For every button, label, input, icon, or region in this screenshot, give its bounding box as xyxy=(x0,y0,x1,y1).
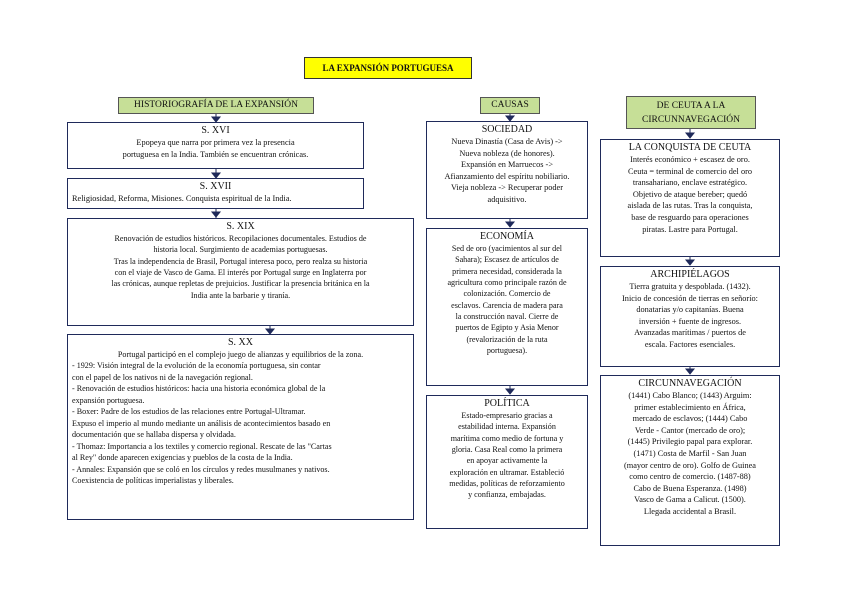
box-line: (mayor centro de oro). Golfo de Guinea xyxy=(623,460,756,470)
box-line: transahariano, enclave estratégico. xyxy=(632,178,748,188)
box-line: Inicio de concesión de tierras en señorío: xyxy=(622,293,758,303)
box-line: adquisitivo. xyxy=(487,195,527,205)
box-line: escala. Factores esenciales. xyxy=(644,340,736,350)
box-line: Vasco de Gama a Calicut. (1500). xyxy=(634,495,746,505)
box-line: Tras la independencia de Brasil, Portugal interesa poco, pero realza su historia xyxy=(113,256,368,266)
box-line: con el viaje de Vasco de Gama. El interés por Portugal surge en Inglaterra por xyxy=(114,267,367,277)
box-line: Epopeya que narra por primera vez la presencia xyxy=(136,138,295,147)
box-line: aislada de las rutas. Tras la conquista, xyxy=(627,201,753,211)
box-line: Tierra gratuita y despoblada. (1432). xyxy=(629,282,751,291)
box-title: SOCIEDAD xyxy=(481,124,533,135)
box-line: - Renovación de estudios históricos: hacia una historia económica global de la xyxy=(72,384,326,394)
box-line: Llegada accidental a Brasil. xyxy=(643,507,737,517)
box-title: ECONOMÍA xyxy=(480,231,534,242)
box-line: primer establecimiento en África, xyxy=(634,402,746,412)
box-line: portuguesa). xyxy=(486,345,528,355)
box-line: las crónicas, aunque repletas de prejuicios. Justificar la presencia británica en la xyxy=(111,279,370,289)
box-line: y confianza, embajadas. xyxy=(468,490,546,500)
box-line: puertos de Egipto y Asia Menor xyxy=(455,323,559,333)
box-line: - Thomaz: Importancia a los textiles y comercio regional. Rescate de las "Cartas xyxy=(72,441,332,451)
box-line: medidas, políticas de reforzamiento xyxy=(449,478,565,488)
box-line: como centro de comercio. (1487-88) xyxy=(629,472,751,482)
box-intro: Portugal participó en el complejo juego de alianzas y equilibrios de la zona. xyxy=(117,350,364,359)
ceuta-header xyxy=(626,96,756,129)
box-line: esclavos. Carencia de madera para xyxy=(451,300,563,310)
box-s-xvii xyxy=(67,178,364,209)
box-line: la construcción naval. Cierre de xyxy=(455,311,559,321)
main-title: LA EXPANSIÓN PORTUGUESA xyxy=(304,57,472,79)
box-line: Expansión en Marruecos -> xyxy=(461,160,553,170)
historiografia-header: HISTORIOGRAFÍA DE LA EXPANSIÓN xyxy=(118,97,314,114)
box-line: Avanzadas marítimas / puertos de xyxy=(634,328,746,338)
box-title: S. XIX xyxy=(226,221,255,232)
box-line: piratas. Lastre para Portugal. xyxy=(642,224,738,234)
box-title: S. XVII xyxy=(199,181,232,192)
box-line: - Annales: Expansión que se coló en los círculos y redes musulmanes y nativos. xyxy=(72,464,330,474)
box-line: gloria. Casa Real como la primera xyxy=(451,444,563,454)
box-line: Cabo de Buena Esperanza. (1498) xyxy=(633,483,747,493)
box-line: con el papel de los nativos ni de la navegación regional. xyxy=(72,372,253,382)
box-line: Sed de oro (yacimientos al sur del xyxy=(451,244,563,253)
box-line: documentación que se hallaba dispersa y olvidada. xyxy=(72,430,236,440)
box-line: Vieja nobleza -> Recuperar poder xyxy=(451,183,563,193)
box-line: historia local. Surgimiento de academias portuguesas. xyxy=(153,245,328,255)
box-line: Estado-empresario gracias a xyxy=(461,411,553,420)
box-line: expansión portuguesa. xyxy=(72,395,145,405)
box-title: POLÍTICA xyxy=(484,398,530,409)
box-line: estabilidad interna. Expansión xyxy=(458,422,556,432)
box-line: Coexistencia de políticas imperialistas y liberales. xyxy=(72,476,234,486)
box-line: colonización. Comercio de xyxy=(463,289,551,299)
box-circunnavegacion xyxy=(600,375,780,546)
box-line: Ceuta = terminal de comercio del oro xyxy=(627,166,753,176)
box-title: ARCHIPIÉLAGOS xyxy=(650,269,730,280)
box-s-xix xyxy=(67,218,414,326)
box-line: (1471) Costa de Marfil - San Juan xyxy=(633,449,747,459)
box-line: agricultura como principale razón de xyxy=(447,277,567,287)
box-title: S. XX xyxy=(227,337,253,348)
box-line: - 1929: Visión integral de la evolución de la economía portuguesa, sin contar xyxy=(72,361,321,371)
box-line: Verde - Cantor (mercado de oro); xyxy=(634,425,746,435)
box-line: primera necesidad, considerada la xyxy=(452,266,562,276)
box-line: (revalorización de la ruta xyxy=(466,334,548,344)
box-line: exploración en ultramar. Estableció xyxy=(449,467,565,477)
box-economia xyxy=(426,228,588,386)
box-line: Afianzamiento del espíritu nobiliario. xyxy=(444,171,570,181)
box-conquista-ceuta xyxy=(600,139,780,257)
box-title: LA CONQUISTA DE CEUTA xyxy=(628,142,752,153)
box-line: (1441) Cabo Blanco; (1443) Arguim: xyxy=(628,391,752,400)
ceuta-header-line: CIRCUNNAVEGACIÓN xyxy=(642,115,740,125)
box-title: CIRCUNNAVEGACIÓN xyxy=(638,378,742,389)
box-line: Nueva nobleza (de honores). xyxy=(459,148,555,158)
box-line: al Rey" donde aparecen exigencias y pueblos de la costa de la India. xyxy=(72,453,293,463)
box-archipielagos xyxy=(600,266,780,367)
box-line: Interés económico + escasez de oro. xyxy=(630,155,750,164)
box-line: base de resguardo para operaciones xyxy=(631,213,749,223)
box-line: (1445) Privilegio papal para explorar. xyxy=(627,437,753,447)
box-line: portuguesa en la India. También se encuentran crónicas. xyxy=(122,149,309,159)
box-sociedad xyxy=(426,121,588,219)
box-line: marítima como medio de fortuna y xyxy=(450,433,564,443)
causas-header: CAUSAS xyxy=(480,97,540,114)
box-line: Religiosidad, Reforma, Misiones. Conquista espiritual de la India. xyxy=(72,194,292,203)
box-s-xvi xyxy=(67,122,364,169)
box-politica xyxy=(426,395,588,529)
box-line: - Boxer: Padre de los estudios de las relaciones entre Portugal-Ultramar. xyxy=(72,407,306,417)
box-line: Sahara); Escasez de artículos de xyxy=(455,255,559,265)
box-line: mercado de esclavos; (1444) Cabo xyxy=(632,414,748,424)
box-line: Objetivo de ataque bereber; quedó xyxy=(632,189,748,199)
ceuta-header-line: DE CEUTA A LA xyxy=(656,101,726,111)
box-line: inversión + fuente de ingresos. xyxy=(638,316,742,326)
box-line: donatarias y/o capitanías. Buena xyxy=(636,305,744,315)
box-title: S. XVI xyxy=(201,125,230,136)
box-line: en apoyar activamente la xyxy=(466,456,548,466)
box-s-xx xyxy=(67,334,414,520)
box-line: India ante la barbarie y tiranía. xyxy=(190,290,291,300)
box-line: Nueva Dinastía (Casa de Avis) -> xyxy=(451,137,563,146)
box-line: Renovación de estudios históricos. Recopilaciones documentales. Estudios de xyxy=(114,234,367,243)
box-line: Expuso el imperio al mundo mediante un análisis de acontecimientos basado en xyxy=(72,418,331,428)
